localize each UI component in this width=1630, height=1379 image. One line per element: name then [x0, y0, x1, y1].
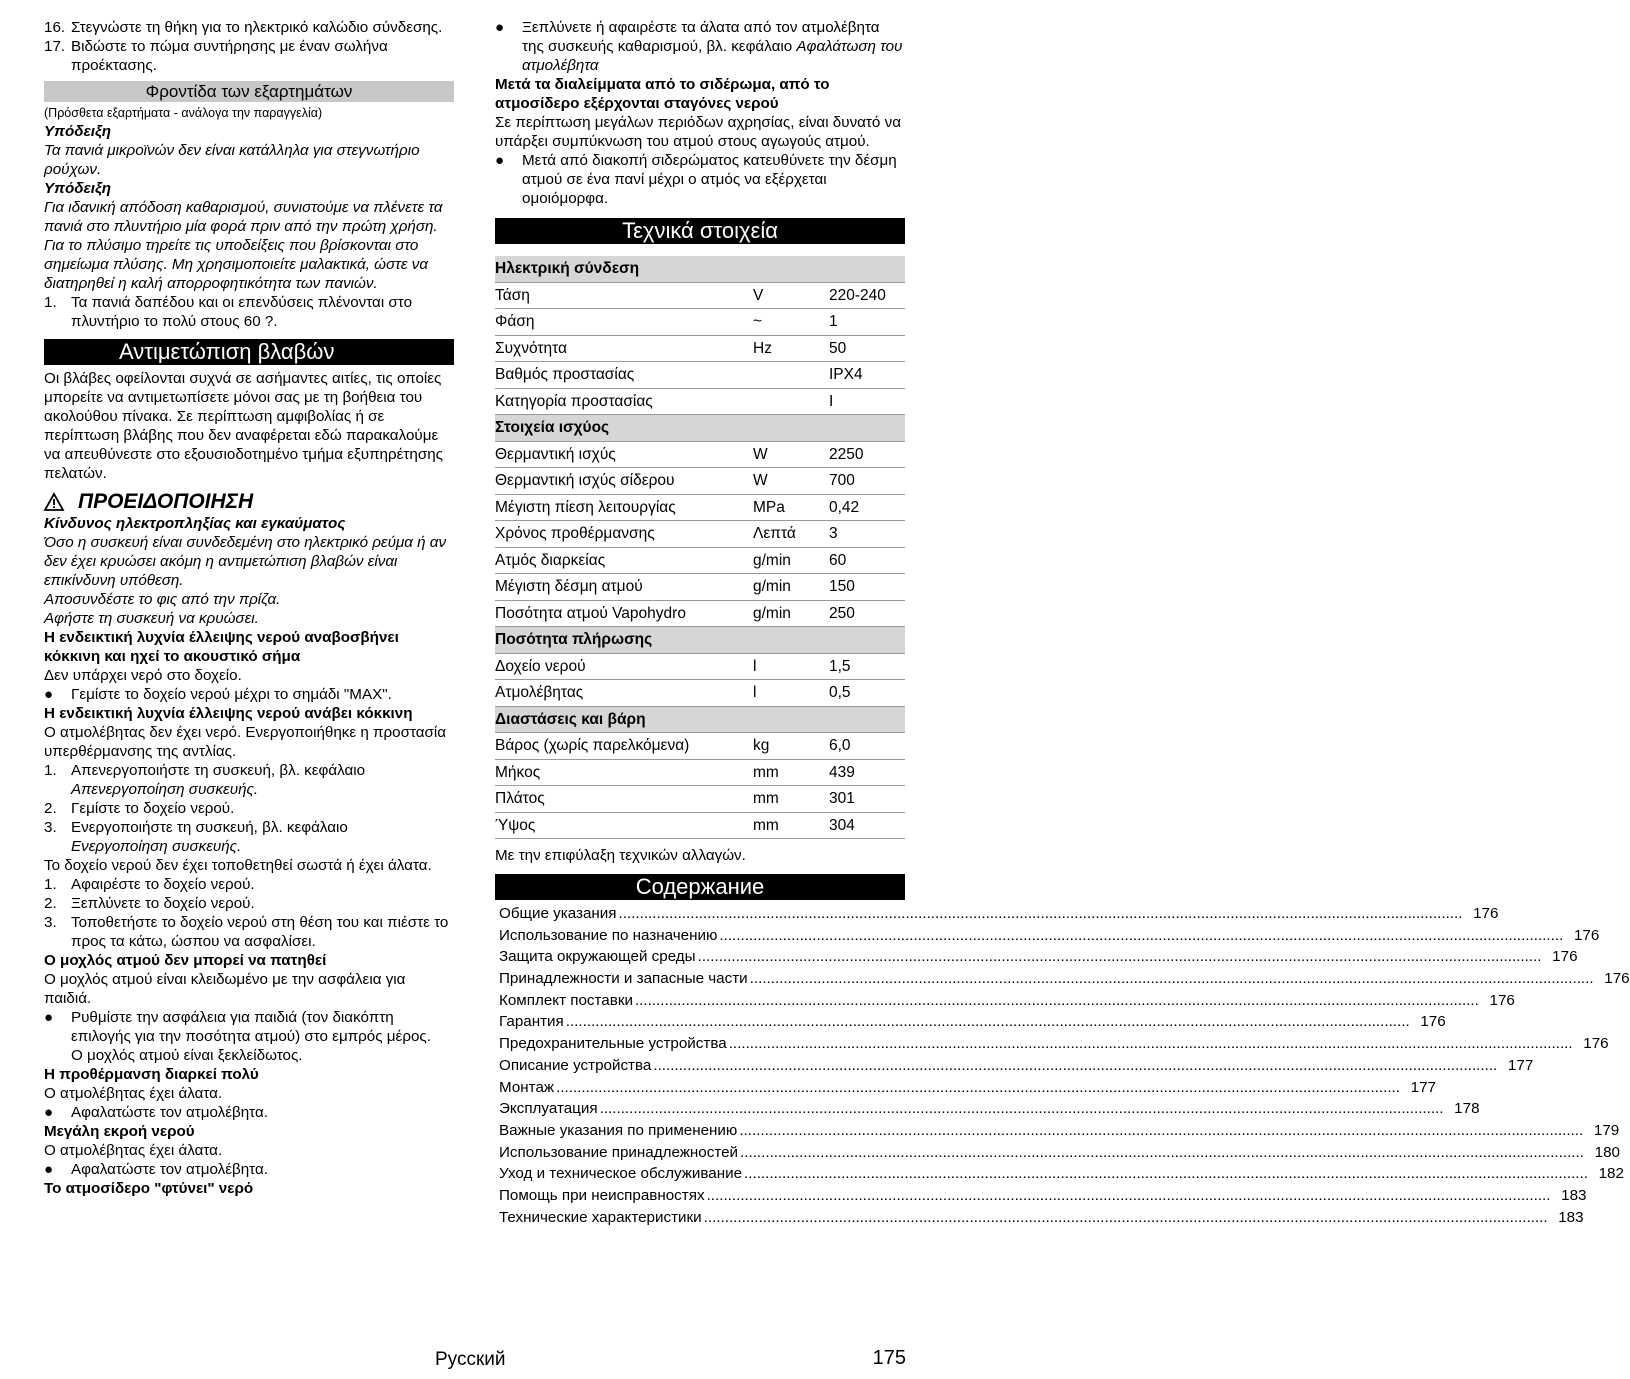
toc-entry[interactable]	[499, 1208, 1584, 1230]
toc-entry[interactable]	[499, 947, 1578, 969]
fault-3-title: Ο μοχλός ατμού δεν μπορεί να πατηθεί	[44, 952, 327, 969]
toc-leader-dots: ........................................................................................................................................................................................................	[740, 1143, 1584, 1161]
hint2-label: Υπόδειξη	[44, 180, 112, 197]
toc-leader-dots: ........................................................................................................................................................................................................	[749, 970, 1594, 988]
spec-section-label: Στοιχεία ισχύος	[495, 415, 905, 442]
step-17: 17. Βιδώστε το πώμα συντήρησης με έναν σωλήνα προέκτασης.	[44, 38, 388, 74]
spec-value: 1,5	[829, 653, 905, 680]
spec-name: Φάση	[495, 309, 753, 336]
fault-2-cause: Ο ατμολέβητας δεν έχει νερό. Ενεργοποιήθηκε η προστασία υπερθέρμανσης της αντλίας.	[44, 724, 447, 760]
spec-section-label: Ηλεκτρική σύνδεση	[495, 256, 905, 282]
fault-7-title: Μετά τα διαλείμματα από το σιδέρωμα, από το ατμοσίδερο εξέρχονται σταγόνες νερού	[495, 76, 830, 112]
spec-value: 220-240	[829, 282, 905, 309]
spec-unit: g/min	[753, 600, 829, 627]
toc-label: Принадлежности и запасные части	[499, 970, 748, 988]
spec-row	[495, 468, 905, 495]
bullet-icon: ●	[44, 686, 54, 703]
bullet-icon: ●	[44, 1009, 54, 1026]
toc-label: Эксплуатация	[499, 1100, 598, 1118]
toc-leader-dots: ........................................................................................................................................................................................................	[697, 948, 1542, 966]
spec-unit: g/min	[753, 574, 829, 601]
spec-unit: l	[753, 653, 829, 680]
fault-3-result: Ο μοχλός ατμού είναι ξεκλείδωτος.	[71, 1047, 303, 1064]
spec-name: Τάση	[495, 282, 753, 309]
spec-unit	[753, 362, 829, 389]
spec-value: 150	[829, 574, 905, 601]
hint2-text-2: Για το πλύσιμο τηρείτε τις υποδείξεις που βρίσκονται στο σημείωμα πλύσης. Μη χρησιμοποιείτε μαλακτικά, ώστε να διατηρηθεί η καλή απορροφητικότητα των πανιών.	[44, 237, 429, 292]
spec-row	[495, 441, 905, 468]
spec-value: 50	[829, 335, 905, 362]
bullet-icon: ●	[44, 1104, 54, 1121]
toc-leader-dots: ........................................................................................................................................................................................................	[728, 1035, 1573, 1053]
toc-label: Использование по назначению	[499, 926, 718, 944]
toc-entry[interactable]	[499, 1186, 1587, 1208]
toc-entry[interactable]	[499, 1121, 1620, 1143]
spec-row	[495, 335, 905, 362]
toc-entry[interactable]	[499, 1078, 1436, 1100]
toc-label: Технические характеристики	[499, 1208, 702, 1226]
toc-label: Помощь при неисправностях	[499, 1186, 705, 1204]
toc-leader-dots: ........................................................................................................................................................................................................	[739, 1121, 1584, 1139]
toc-page: 176	[1573, 926, 1600, 944]
hint1-text: Τα πανιά μικροϊνών δεν είναι κατάλληλα για στεγνωτήριο ρούχων.	[44, 142, 420, 178]
footer-language: Русский	[435, 1349, 506, 1370]
toc-page: 176	[1473, 905, 1499, 922]
toc-entry[interactable]	[499, 1034, 1609, 1056]
toc-entry[interactable]	[499, 969, 1630, 991]
fault-5-remedy: ● Αφαλατώστε τον ατμολέβητα.	[44, 1161, 268, 1178]
spec-row	[495, 574, 905, 601]
fault-3-cause: Ο μοχλός ατμού είναι κλειδωμένο με την ασφάλεια για παιδιά.	[44, 971, 406, 1007]
toc-page: 178	[1454, 1100, 1480, 1118]
spec-section-row	[495, 415, 905, 442]
fault-4-remedy: ● Αφαλατώστε τον ατμολέβητα.	[44, 1104, 268, 1121]
spec-row	[495, 733, 905, 760]
toc-label: Гарантия	[499, 1013, 564, 1031]
toc-page: 182	[1598, 1165, 1624, 1183]
fault-2-title: Η ενδεικτική λυχνία έλλειψης νερού ανάβει κόκκινη	[44, 705, 413, 722]
spec-row	[495, 547, 905, 574]
toc-leader-dots: ........................................................................................................................................................................................................	[634, 991, 1479, 1009]
spec-row	[495, 309, 905, 336]
spec-name: Βάρος (χωρίς παρελκόμενα)	[495, 733, 753, 760]
toc-entry[interactable]	[499, 991, 1515, 1013]
spec-value: 0,5	[829, 680, 905, 707]
fault-7-cause: Σε περίπτωση μεγάλων περιόδων αχρησίας, είναι δυνατό να υπάρξει συμπύκνωση του ατμού στους αγωγούς ατμού.	[495, 114, 901, 150]
toc-label: Монтаж	[499, 1078, 555, 1096]
toc-leader-dots: ........................................................................................................................................................................................................	[556, 1078, 1400, 1096]
toc-entry[interactable]	[499, 1099, 1480, 1121]
hint1-label: Υπόδειξη	[44, 123, 112, 140]
hint2-text: Για ιδανική απόδοση καθαρισμού, συνιστούμε να πλένετε τα πανιά στο πλυντήριο μία φορά πριν από την πρώτη χρήση.	[44, 199, 443, 235]
toc-page: 179	[1593, 1121, 1620, 1139]
descale-remedy: ● Ξεπλύνετε ή αφαιρέστε τα άλατα από τον ατμολέβητα της συσκευής καθαρισμού, βλ. κεφάλαιο Αφαλάτωση του ατμολέβητα	[495, 19, 903, 74]
spec-name: Κατηγορία προστασίας	[495, 388, 753, 415]
toc-label: Использование принадлежностей	[499, 1143, 739, 1161]
spec-unit	[753, 388, 829, 415]
right-column	[495, 18, 1630, 1229]
fault-1-remedy: ● Γεμίστε το δοχείο νερού μέχρι το σημάδι "MAX".	[44, 686, 392, 703]
spec-name: Δοχείο νερού	[495, 653, 753, 680]
toc-leader-dots: ........................................................................................................................................................................................................	[599, 1100, 1444, 1118]
spec-value: 439	[829, 759, 905, 786]
spec-name: Ατμός διαρκείας	[495, 547, 753, 574]
spec-row	[495, 388, 905, 415]
fault-2-step-2: 2. Γεμίστε το δοχείο νερού.	[44, 800, 235, 817]
spec-value: 0,42	[829, 494, 905, 521]
fault-1-title: Η ενδεικτική λυχνία έλλειψης νερού αναβοσβήνει κόκκινη και ηχεί το ακουστικό σήμα	[44, 629, 399, 665]
spec-name: Μήκος	[495, 759, 753, 786]
spec-name: Χρόνος προθέρμανσης	[495, 521, 753, 548]
spec-row	[495, 521, 905, 548]
spec-value: 6,0	[829, 733, 905, 760]
warning-heading	[44, 489, 454, 514]
toc-leader-dots: ........................................................................................................................................................................................................	[703, 1208, 1548, 1226]
fault-2-step-1: 1. Απενεργοποιήστε τη συσκευή, βλ. κεφάλαιο Απενεργοποίηση συσκευής.	[44, 762, 366, 798]
spec-row	[495, 759, 905, 786]
fault-2-step-3: 3. Ενεργοποιήστε τη συσκευή, βλ. κεφάλαιο Ενεργοποίηση συσκευής.	[44, 819, 348, 855]
bullet-icon: ●	[44, 1161, 54, 1178]
warning-subtitle: Κίνδυνος ηλεκτροπληξίας και εγκαύματος	[44, 515, 346, 532]
spec-row	[495, 600, 905, 627]
spec-unit: g/min	[753, 547, 829, 574]
toc-leader-dots: ........................................................................................................................................................................................................	[618, 905, 1463, 922]
spec-row	[495, 282, 905, 309]
tech-data-title: Τεχνικά στοιχεία	[495, 218, 905, 244]
bullet-icon: ●	[495, 152, 505, 169]
toc-page: 176	[1489, 991, 1515, 1009]
tech-data-table	[495, 256, 905, 839]
spec-unit: mm	[753, 786, 829, 813]
toc-label: Предохранительные устройства	[499, 1035, 727, 1053]
toc-leader-dots: ........................................................................................................................................................................................................	[653, 1056, 1498, 1074]
fault-7-remedy: ● Μετά από διακοπή σιδερώματος κατευθύνετε την δέσμη ατμού σε ένα πανί μέχρι ο ατμός να εξέρχεται ομοιόμορφα.	[495, 152, 897, 207]
toc-page: 176	[1420, 1013, 1446, 1031]
toc-label: Описание устройства	[499, 1056, 652, 1074]
toc-entry[interactable]	[499, 1056, 1534, 1078]
left-column	[44, 18, 454, 1198]
fault-2-step-6: 3. Τοποθετήστε το δοχείο νερού στη θέση του και πιέστε το προς τα κάτω, ώσπου να ασφαλίσει.	[44, 914, 449, 950]
spec-unit: mm	[753, 759, 829, 786]
fault-3-remedy: ● Ρυθμίστε την ασφάλεια για παιδιά (τον διακόπτη επιλογής για την ποσότητα ατμού) στο εμπρός μέρος.	[44, 1009, 431, 1045]
spec-section-row	[495, 706, 905, 733]
spec-name: Πλάτος	[495, 786, 753, 813]
toc-page: 183	[1558, 1208, 1584, 1226]
spec-value: IPX4	[829, 362, 905, 389]
toc-label: Уход и техническое обслуживание	[499, 1165, 743, 1183]
toc-entry[interactable]	[499, 1143, 1620, 1165]
troubleshooting-title: Αντιμετώπιση βλαβών	[44, 339, 454, 365]
spec-unit: mm	[753, 812, 829, 839]
spec-unit: V	[753, 282, 829, 309]
toc-title: Содержание	[495, 874, 905, 900]
spec-name: Θερμαντική ισχύς σίδερου	[495, 468, 753, 495]
care-note: (Πρόσθετα εξαρτήματα - ανάλογα την παραγγελία)	[44, 106, 323, 120]
spec-unit: Hz	[753, 335, 829, 362]
fault-1-cause: Δεν υπάρχει νερό στο δοχείο.	[44, 667, 242, 684]
toc-leader-dots: ........................................................................................................................................................................................................	[565, 1013, 1410, 1031]
spec-section-label: Διαστάσεις και βάρη	[495, 706, 905, 733]
spec-unit: W	[753, 468, 829, 495]
spec-name: Βαθμός προστασίας	[495, 362, 753, 389]
spec-value: 60	[829, 547, 905, 574]
spec-row	[495, 786, 905, 813]
spec-row	[495, 812, 905, 839]
spec-row	[495, 680, 905, 707]
care-section-title: Φροντίδα των εξαρτημάτων	[44, 81, 454, 102]
spec-value: 3	[829, 521, 905, 548]
spec-row	[495, 362, 905, 389]
spec-value: 250	[829, 600, 905, 627]
toc-leader-dots: ........................................................................................................................................................................................................	[706, 1186, 1551, 1204]
spec-value: 301	[829, 786, 905, 813]
spec-value: 304	[829, 812, 905, 839]
toc-page: 183	[1561, 1186, 1587, 1204]
spec-unit: kg	[753, 733, 829, 760]
spec-row	[495, 494, 905, 521]
fault-5-cause: Ο ατμολέβητας έχει άλατα.	[44, 1142, 223, 1159]
warning-triangle-icon	[44, 493, 64, 511]
toc-entry[interactable]	[499, 926, 1600, 948]
fault-4-title: Η προθέρμανση διαρκεί πολύ	[44, 1066, 259, 1083]
table-of-contents	[495, 904, 1630, 1229]
warning-text-1: Όσο η συσκευή είναι συνδεδεμένη στο ηλεκτρικό ρεύμα ή αν δεν έχει κρυώσει ακόμη η αντιμετώπιση βλαβών είναι επικίνδυνη υπόθεση.	[44, 534, 447, 589]
fault-2-step-4: 1. Αφαιρέστε το δοχείο νερού.	[44, 876, 255, 893]
fault-5-title: Μεγάλη εκροή νερού	[44, 1123, 195, 1140]
spec-unit: l	[753, 680, 829, 707]
spec-unit: MPa	[753, 494, 829, 521]
spec-name: Θερμαντική ισχύς	[495, 441, 753, 468]
toc-leader-dots: ........................................................................................................................................................................................................	[744, 1165, 1588, 1183]
toc-label: Защита окружающей среды	[499, 948, 696, 966]
spec-value: I	[829, 388, 905, 415]
page-number: 175	[872, 1347, 906, 1369]
spec-unit: Λεπτά	[753, 521, 829, 548]
spec-section-row	[495, 256, 905, 282]
toc-page: 180	[1594, 1143, 1620, 1161]
fault-6-title: Το ατμοσίδερο "φτύνει" νερό	[44, 1180, 254, 1197]
toc-page: 176	[1583, 1035, 1609, 1053]
fault-2-cause-2: Το δοχείο νερού δεν έχει τοποθετηθεί σωστά ή έχει άλατα.	[44, 857, 432, 874]
troubleshooting-intro: Οι βλάβες οφείλονται συχνά σε ασήμαντες αιτίες, τις οποίες μπορείτε να αντιμετωπίσετε μόνοι σας με τη βοήθεια του ακολούθου πίνακα. Σε περίπτωση αμφιβολίας ή σε περίπτωση βλάβης που δεν αναφέρεται εδώ παρακαλούμε να απευθύνεστε στο εξουσιοδοτημένο τμήμα εξυπηρέτησης πελατών.	[44, 370, 443, 482]
toc-entry[interactable]	[499, 904, 1499, 926]
warning-text-2: Αποσυνδέστε το φις από την πρίζα.	[44, 591, 281, 608]
toc-page: 177	[1410, 1078, 1436, 1096]
bullet-icon: ●	[495, 19, 505, 36]
spec-name: Ύψος	[495, 812, 753, 839]
spec-row	[495, 653, 905, 680]
spec-unit: ~	[753, 309, 829, 336]
spec-section-row	[495, 627, 905, 654]
toc-label: Важные указания по применению	[499, 1121, 738, 1139]
toc-entry[interactable]	[499, 1012, 1446, 1034]
toc-page: 176	[1604, 970, 1630, 988]
toc-label: Общие указания	[499, 905, 617, 922]
spec-name: Μέγιστη πίεση λειτουργίας	[495, 494, 753, 521]
warning-text-3: Αφήστε τη συσκευή να κρυώσει.	[44, 610, 259, 627]
fault-4-cause: Ο ατμολέβητας έχει άλατα.	[44, 1085, 223, 1102]
step-16: 16. Στεγνώστε τη θήκη για το ηλεκτρικό καλώδιο σύνδεσης.	[44, 19, 443, 36]
spec-unit: W	[753, 441, 829, 468]
spec-value: 2250	[829, 441, 905, 468]
spec-name: Ατμολέβητας	[495, 680, 753, 707]
toc-entry[interactable]	[499, 1164, 1624, 1186]
spec-name: Συχνότητα	[495, 335, 753, 362]
toc-page: 177	[1507, 1056, 1534, 1074]
care-step-1: 1. Τα πανιά δαπέδου και οι επενδύσεις πλένονται στο πλυντήριο το πολύ στους 60 ?.	[44, 294, 413, 330]
spec-value: 1	[829, 309, 905, 336]
tech-data-note: Με την επιφύλαξη τεχνικών αλλαγών.	[495, 847, 746, 864]
spec-section-label: Ποσότητα πλήρωσης	[495, 627, 905, 654]
toc-page: 176	[1552, 948, 1578, 966]
warning-title: ΠΡΟΕΙΔΟΠΟΙΗΣΗ	[78, 490, 254, 513]
fault-2-step-5: 2. Ξεπλύνετε το δοχείο νερού.	[44, 895, 255, 912]
spec-name: Μέγιστη δέσμη ατμού	[495, 574, 753, 601]
spec-name: Ποσότητα ατμού Vapohydro	[495, 600, 753, 627]
spec-value: 700	[829, 468, 905, 495]
toc-label: Комплект поставки	[499, 991, 633, 1009]
toc-leader-dots: ........................................................................................................................................................................................................	[719, 926, 1564, 944]
